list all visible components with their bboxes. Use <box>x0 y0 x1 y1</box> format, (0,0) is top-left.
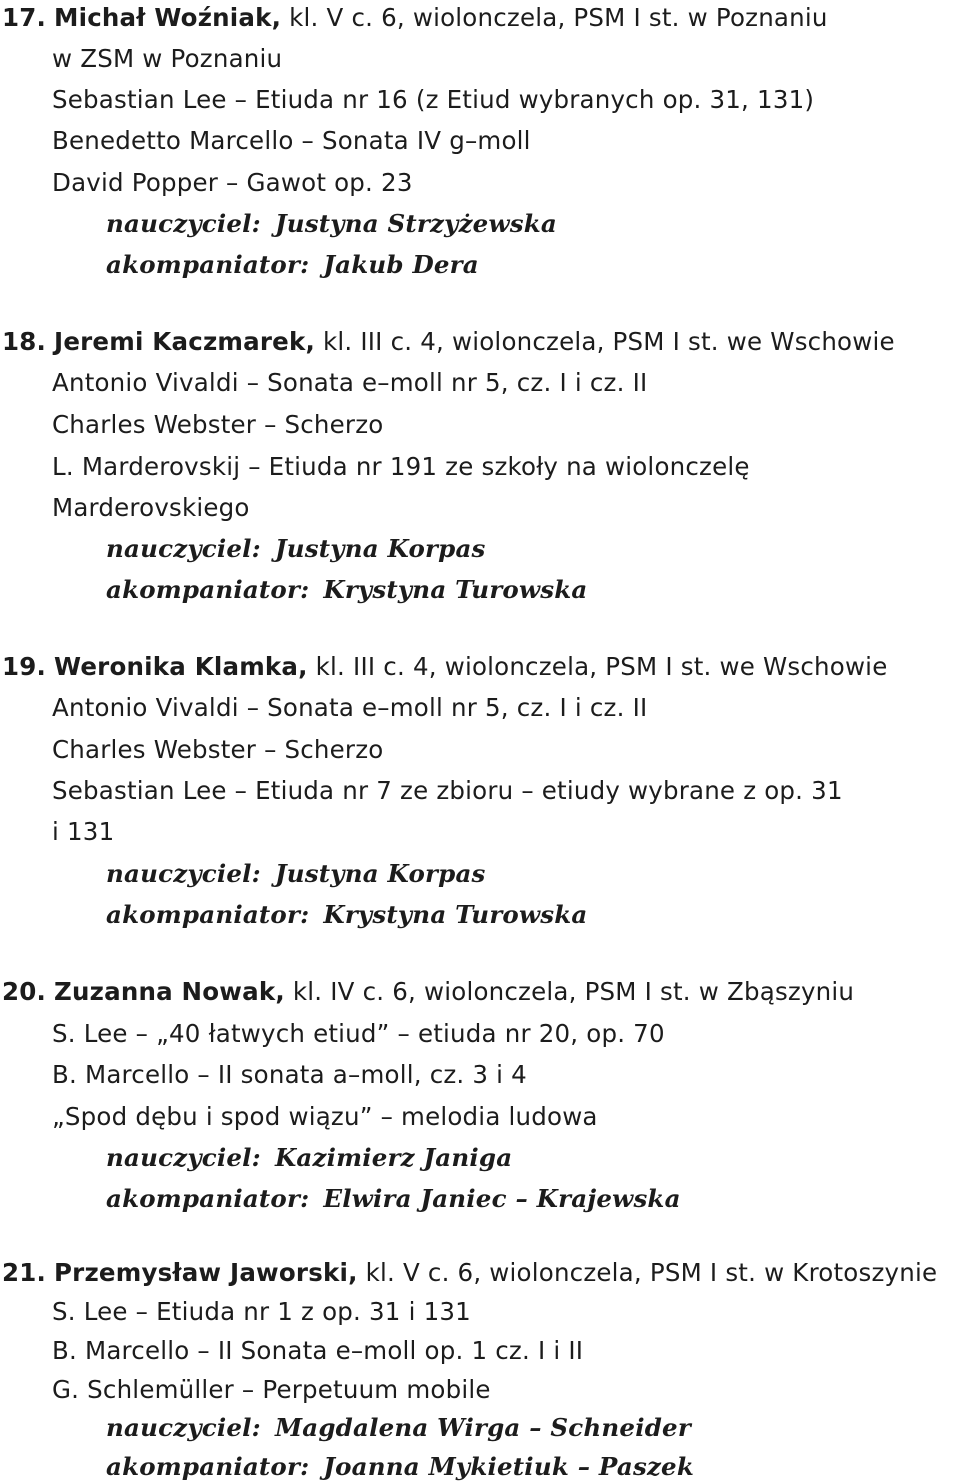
accompanist-label: akompaniator: <box>106 575 310 604</box>
entry-heading <box>2 975 854 1009</box>
accompanist-line <box>106 248 479 282</box>
accompanist-line <box>106 898 588 932</box>
repertoire-line: Charles Webster – Scherzo <box>52 735 384 764</box>
teacher-label: nauczyciel: <box>106 859 261 888</box>
entry-number: 19. <box>2 652 47 681</box>
entry-number: 20. <box>2 977 47 1006</box>
repertoire-line: Antonio Vivaldi – Sonata e–moll nr 5, cz. I i cz. II <box>52 693 648 722</box>
repertoire-line: Sebastian Lee – Etiuda nr 7 ze zbioru – etiudy wybrane z op. 31 <box>52 776 843 805</box>
participant-name: Przemysław Jaworski, <box>54 1258 358 1287</box>
accompanist-label: akompaniator: <box>106 1452 310 1481</box>
repertoire-line: B. Marcello – II sonata a–moll, cz. 3 i 4 <box>52 1060 527 1089</box>
repertoire-line: Marderovskiego <box>52 493 250 522</box>
accompanist-name: Krystyna Turowska <box>323 575 588 604</box>
teacher-line <box>106 857 486 891</box>
repertoire-line: David Popper – Gawot op. 23 <box>52 168 413 197</box>
entry-line: w ZSM w Poznaniu <box>52 44 283 73</box>
teacher-line <box>106 1411 691 1445</box>
accompanist-name: Elwira Janiec – Krajewska <box>323 1184 681 1213</box>
accompanist-label: akompaniator: <box>106 250 310 279</box>
teacher-label: nauczyciel: <box>106 209 261 238</box>
teacher-label: nauczyciel: <box>106 1413 261 1442</box>
repertoire-line: Sebastian Lee – Etiuda nr 16 (z Etiud wybranych op. 31, 131) <box>52 85 815 114</box>
entry-heading <box>2 1 828 35</box>
repertoire-line: i 131 <box>52 817 115 846</box>
repertoire-line: „Spod dębu i spod wiązu” – melodia ludowa <box>52 1102 598 1131</box>
participant-name: Zuzanna Nowak, <box>54 977 285 1006</box>
participant-name: Michał Woźniak, <box>54 3 282 32</box>
teacher-line <box>106 532 486 566</box>
teacher-name: Kazimierz Janiga <box>274 1143 513 1172</box>
accompanist-name: Krystyna Turowska <box>323 900 588 929</box>
repertoire-line: Antonio Vivaldi – Sonata e–moll nr 5, cz. I i cz. II <box>52 368 648 397</box>
accompanist-line <box>106 1182 681 1216</box>
accompanist-label: akompaniator: <box>106 1184 310 1213</box>
participant-details: kl. III c. 4, wiolonczela, PSM I st. we Wschowie <box>307 652 888 681</box>
teacher-name: Justyna Korpas <box>274 859 486 888</box>
accompanist-line <box>106 573 588 607</box>
accompanist-line <box>106 1450 694 1484</box>
entry-number: 17. <box>2 3 47 32</box>
participant-details: kl. V c. 6, wiolonczela, PSM I st. w Poznaniu <box>281 3 828 32</box>
entry-heading <box>2 650 887 684</box>
teacher-line <box>106 1141 512 1175</box>
teacher-name: Magdalena Wirga – Schneider <box>274 1413 691 1442</box>
entry-number: 21. <box>2 1258 47 1287</box>
repertoire-line: G. Schlemüller – Perpetuum mobile <box>52 1375 491 1404</box>
repertoire-line: B. Marcello – II Sonata e–moll op. 1 cz. I i II <box>52 1336 584 1365</box>
accompanist-name: Joanna Mykietiuk – Paszek <box>323 1452 695 1481</box>
accompanist-label: akompaniator: <box>106 900 310 929</box>
participant-name: Weronika Klamka, <box>54 652 308 681</box>
teacher-line <box>106 207 557 241</box>
accompanist-name: Jakub Dera <box>323 250 479 279</box>
participant-details: kl. V c. 6, wiolonczela, PSM I st. w Krotoszynie <box>357 1258 938 1287</box>
repertoire-line: Benedetto Marcello – Sonata IV g–moll <box>52 126 531 155</box>
entry-heading <box>2 325 895 359</box>
repertoire-line: S. Lee – „40 łatwych etiud” – etiuda nr 20, op. 70 <box>52 1019 665 1048</box>
teacher-name: Justyna Korpas <box>274 534 486 563</box>
entry-number: 18. <box>2 327 47 356</box>
participant-name: Jeremi Kaczmarek, <box>54 327 315 356</box>
teacher-label: nauczyciel: <box>106 534 261 563</box>
teacher-label: nauczyciel: <box>106 1143 261 1172</box>
teacher-name: Justyna Strzyżewska <box>274 209 558 238</box>
repertoire-line: S. Lee – Etiuda nr 1 z op. 31 i 131 <box>52 1297 471 1326</box>
participant-details: kl. IV c. 6, wiolonczela, PSM I st. w Zbąszyniu <box>284 977 855 1006</box>
repertoire-line: L. Marderovskij – Etiuda nr 191 ze szkoły na wiolonczelę <box>52 452 750 481</box>
repertoire-line: Charles Webster – Scherzo <box>52 410 384 439</box>
entry-heading <box>2 1256 937 1290</box>
participant-details: kl. III c. 4, wiolonczela, PSM I st. we Wschowie <box>314 327 895 356</box>
